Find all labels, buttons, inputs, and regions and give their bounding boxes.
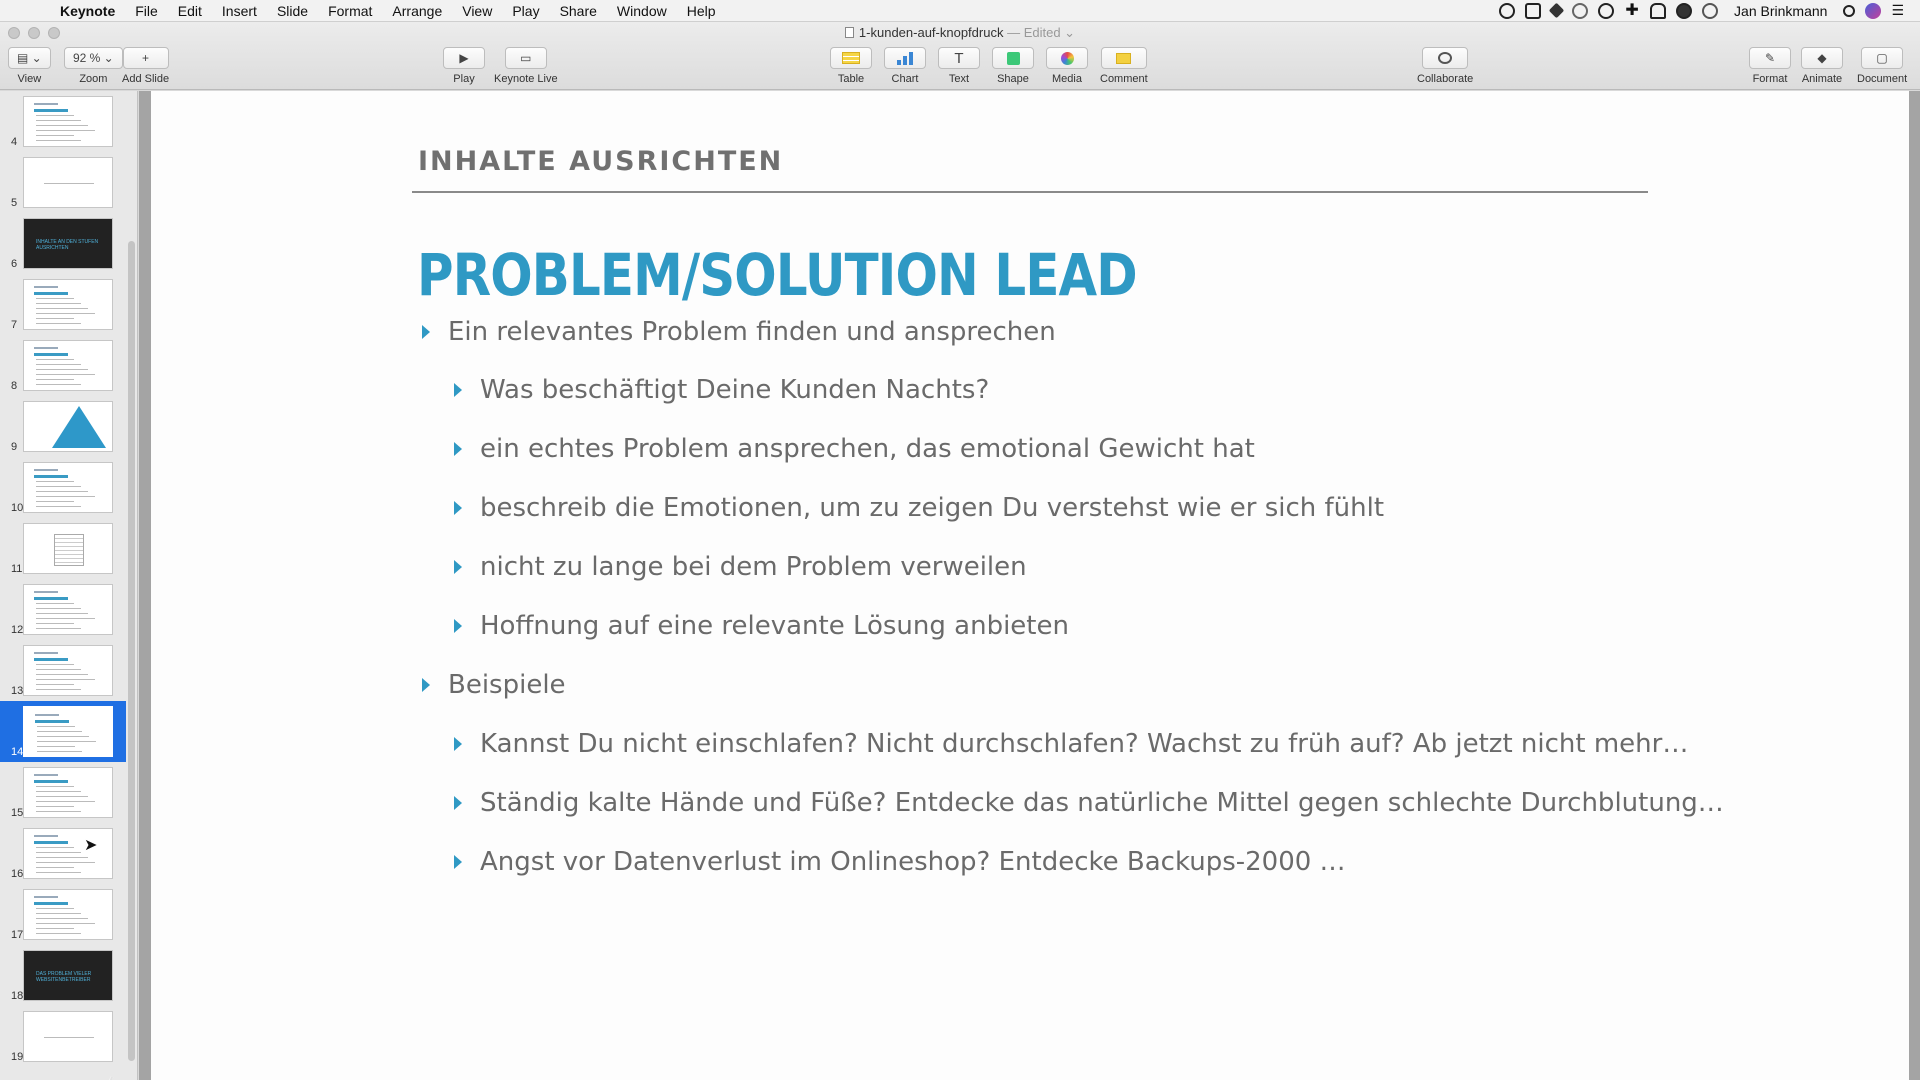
sidebar-view-icon: ▤ ⌄: [8, 47, 51, 69]
watermark-logo-icon: [38, 1067, 122, 1080]
search-icon[interactable]: [1843, 5, 1855, 17]
text-icon: T: [938, 47, 980, 69]
slide-thumbnail-4[interactable]: [0, 91, 126, 152]
shape-button[interactable]: [992, 47, 1034, 85]
bullet-text: Ständig kalte Hände und Füße? Entdecke das natürliche Mittel gegen schlechte Durchblutung…: [480, 788, 1724, 818]
edited-status[interactable]: — Edited ⌄: [1007, 25, 1076, 40]
menu-view[interactable]: View: [462, 2, 493, 19]
bullet-text: ein echtes Problem ansprechen, das emotional Gewicht hat: [480, 434, 1255, 464]
bullet-item[interactable]: [454, 493, 1384, 523]
slide-number: 13: [11, 685, 24, 697]
menu-edit[interactable]: Edit: [177, 2, 202, 19]
slide-thumbnail-10[interactable]: [0, 457, 126, 518]
slide-thumbnail-13[interactable]: [0, 640, 126, 701]
table-button[interactable]: [830, 47, 872, 85]
bullet-text: beschreib die Emotionen, um zu zeigen Du verstehst wie er sich fühlt: [480, 493, 1385, 523]
slide-number: 17: [11, 929, 24, 941]
bullet-item[interactable]: [454, 729, 1688, 759]
siri-icon[interactable]: [1865, 3, 1881, 19]
animate-icon: ◆: [1801, 47, 1843, 69]
menu-insert[interactable]: Insert: [221, 2, 257, 19]
slide-thumbnail-6[interactable]: [0, 213, 126, 274]
document-name: 1-kunden-auf-knopfdruck: [858, 25, 1004, 40]
menu-app-keynote[interactable]: Keynote: [60, 2, 116, 19]
slide-thumbnail-18[interactable]: [0, 945, 126, 1006]
menu-slide[interactable]: Slide: [276, 2, 309, 19]
chart-label: Chart: [891, 73, 919, 85]
collaborate-label: Collaborate: [1417, 73, 1474, 85]
slide-number: 8: [11, 380, 18, 392]
bullet-arrow-icon: [454, 737, 462, 751]
slide-thumbnail-19[interactable]: [0, 1006, 126, 1067]
slide-title[interactable]: PROBLEM/SOLUTION LEAD: [417, 241, 1137, 309]
table-icon: [830, 47, 872, 69]
slide-number: 7: [11, 319, 18, 331]
slide-preview: [23, 828, 113, 879]
slide-eyebrow[interactable]: INHALTE AUSRICHTEN: [418, 146, 784, 177]
document-label: Document: [1857, 73, 1908, 85]
view-button[interactable]: [8, 47, 51, 85]
play-button[interactable]: [443, 47, 485, 85]
bullet-item[interactable]: [454, 611, 1069, 641]
slide-number: 15: [11, 807, 24, 819]
bullet-text: Angst vor Datenverlust im Onlineshop? Entdecke Backups-2000 …: [480, 847, 1346, 877]
camera-icon[interactable]: [1525, 3, 1541, 19]
current-slide[interactable]: [151, 91, 1909, 1080]
slide-number: 11: [11, 563, 23, 575]
slide-number: 5: [11, 197, 18, 209]
bullet-arrow-icon: [454, 383, 462, 397]
slide-thumbnail-16[interactable]: [0, 823, 126, 884]
bullet-item[interactable]: [454, 375, 989, 405]
slide-navigator[interactable]: [0, 91, 138, 1080]
zoom-value: 92 % ⌄: [64, 47, 123, 69]
slide-preview: [23, 340, 113, 391]
thumbnail-title: INHALTE AN DEN STUFEN AUSRICHTEN: [36, 239, 99, 251]
view-label: View: [17, 73, 42, 85]
bell-icon[interactable]: [1650, 3, 1666, 19]
comment-button[interactable]: [1100, 47, 1148, 85]
slide-number: 14: [11, 746, 24, 758]
slide-number: 18: [11, 990, 24, 1002]
slide-preview: [23, 96, 113, 147]
add-slide-label: Add Slide: [122, 73, 170, 85]
notification-center-icon[interactable]: ☰: [1891, 2, 1904, 18]
bullet-arrow-icon: [454, 560, 462, 574]
bullet-item[interactable]: [422, 317, 1056, 347]
slide-preview: [23, 218, 113, 269]
slide-number: 12: [11, 624, 24, 636]
menu-window[interactable]: Window: [616, 2, 667, 19]
bullet-arrow-icon: [454, 855, 462, 869]
play-label: Play: [453, 73, 475, 85]
bullet-item[interactable]: [454, 552, 1027, 582]
table-label: Table: [837, 73, 865, 85]
slide-preview: [23, 462, 113, 513]
slide-preview: [23, 1011, 113, 1062]
screen-record-icon[interactable]: [1499, 3, 1515, 19]
keynote-live-button[interactable]: [494, 47, 558, 85]
shape-icon: [992, 47, 1034, 69]
slide-thumbnail-8[interactable]: [0, 335, 126, 396]
shape-label: Shape: [997, 73, 1029, 85]
bullet-text: nicht zu lange bei dem Problem verweilen: [480, 552, 1027, 582]
slide-thumbnail-5[interactable]: [0, 152, 126, 213]
menu-arrange[interactable]: Arrange: [392, 2, 443, 19]
bullet-arrow-icon: [422, 325, 430, 339]
slide-preview: [23, 706, 113, 757]
slide-thumbnail-15[interactable]: [0, 762, 126, 823]
slide-number: 16: [11, 868, 24, 880]
evernote-icon[interactable]: [1676, 3, 1692, 19]
slide-number: 9: [11, 441, 18, 453]
add-slide-button[interactable]: [122, 47, 169, 85]
bullet-text: Hoffnung auf eine relevante Lösung anbieten: [480, 611, 1069, 641]
slide-number: 19: [11, 1051, 24, 1063]
document-title: [0, 25, 1920, 41]
document-icon: ▢: [1861, 47, 1903, 69]
bullet-arrow-icon: [454, 796, 462, 810]
zoom-label: Zoom: [79, 73, 108, 85]
document-icon: [845, 27, 854, 38]
document-button[interactable]: [1857, 47, 1907, 85]
slide-preview: [23, 401, 113, 452]
comment-label: Comment: [1100, 73, 1148, 85]
animate-button[interactable]: [1801, 47, 1843, 85]
plus-cross-icon[interactable]: ✚: [1625, 1, 1639, 19]
slide-number: 4: [11, 136, 18, 148]
comment-icon: [1101, 47, 1147, 69]
bullet-text: Kannst Du nicht einschlafen? Nicht durchschlafen? Wachst zu früh auf? Ab jetzt nicht mehr…: [480, 729, 1689, 759]
menu-help[interactable]: Help: [686, 2, 716, 19]
bullet-item[interactable]: [454, 434, 1255, 464]
bullet-item[interactable]: [454, 788, 1724, 818]
mouse-pointer-icon: ➤: [84, 837, 98, 854]
dropbox-icon[interactable]: [1549, 3, 1565, 19]
user-name[interactable]: Jan Brinkmann: [1734, 2, 1828, 19]
slide-preview: [23, 889, 113, 940]
password-manager-icon[interactable]: [1598, 3, 1614, 19]
bullet-text: Ein relevantes Problem finden und ansprechen: [448, 317, 1056, 347]
format-label: Format: [1752, 73, 1788, 85]
media-icon: [1046, 47, 1088, 69]
bullet-text: Beispiele: [448, 670, 566, 700]
slide-preview: [23, 950, 113, 1001]
paintbrush-icon: ✎: [1749, 47, 1791, 69]
menu-play[interactable]: Play: [512, 2, 540, 19]
animate-label: Animate: [1801, 73, 1843, 85]
bullet-arrow-icon: [454, 619, 462, 633]
collaborate-button[interactable]: [1417, 47, 1473, 85]
bullet-text: Was beschäftigt Deine Kunden Nachts?: [480, 375, 990, 405]
slide-canvas[interactable]: [139, 91, 1920, 1080]
keynote-live-label: Keynote Live: [494, 73, 558, 85]
slide-preview: [23, 279, 113, 330]
slide-thumbnail-9[interactable]: [0, 396, 126, 457]
text-button[interactable]: [938, 47, 980, 85]
text-label: Text: [948, 73, 970, 85]
slide-number: 6: [11, 258, 18, 270]
navigator-scrollbar[interactable]: [128, 241, 135, 1061]
time-machine-icon[interactable]: [1702, 3, 1718, 19]
menu-file[interactable]: File: [135, 2, 158, 19]
format-button[interactable]: [1749, 47, 1791, 85]
slide-preview: [23, 157, 113, 208]
slide-thumbnail-17[interactable]: [0, 884, 126, 945]
bullet-item[interactable]: [454, 847, 1346, 877]
slide-thumbnail-11[interactable]: [0, 518, 126, 579]
bullet-arrow-icon: [454, 501, 462, 515]
slide-preview: [23, 645, 113, 696]
bullet-item[interactable]: [422, 670, 566, 700]
menu-format[interactable]: Format: [328, 2, 373, 19]
zoom-select[interactable]: [64, 47, 123, 85]
bullet-arrow-icon: [422, 678, 430, 692]
slide-thumbnail-12[interactable]: [0, 579, 126, 640]
collaborate-icon: [1422, 47, 1468, 69]
slide-preview: [23, 584, 113, 635]
thumbnail-title: DAS PROBLEM VIELER WEBSITENBETREIBER: [36, 971, 92, 983]
play-icon: ▶: [443, 47, 485, 69]
slide-preview: [23, 767, 113, 818]
cloud-icon[interactable]: [1572, 3, 1588, 19]
chart-icon: [884, 47, 926, 69]
menu-bar: [0, 0, 1920, 22]
plus-icon: +: [123, 47, 169, 69]
slide-number: 10: [11, 502, 24, 514]
slide-preview: [23, 523, 113, 574]
keynote-live-icon: ▭: [505, 47, 547, 69]
chart-button[interactable]: [884, 47, 926, 85]
media-button[interactable]: [1046, 47, 1088, 85]
bullet-arrow-icon: [454, 442, 462, 456]
window-toolbar: [0, 22, 1920, 90]
menu-share[interactable]: Share: [559, 2, 597, 19]
slide-divider: [412, 191, 1648, 193]
media-label: Media: [1052, 73, 1082, 85]
slide-thumbnail-7[interactable]: [0, 274, 126, 335]
slide-thumbnail-14[interactable]: [0, 701, 126, 762]
